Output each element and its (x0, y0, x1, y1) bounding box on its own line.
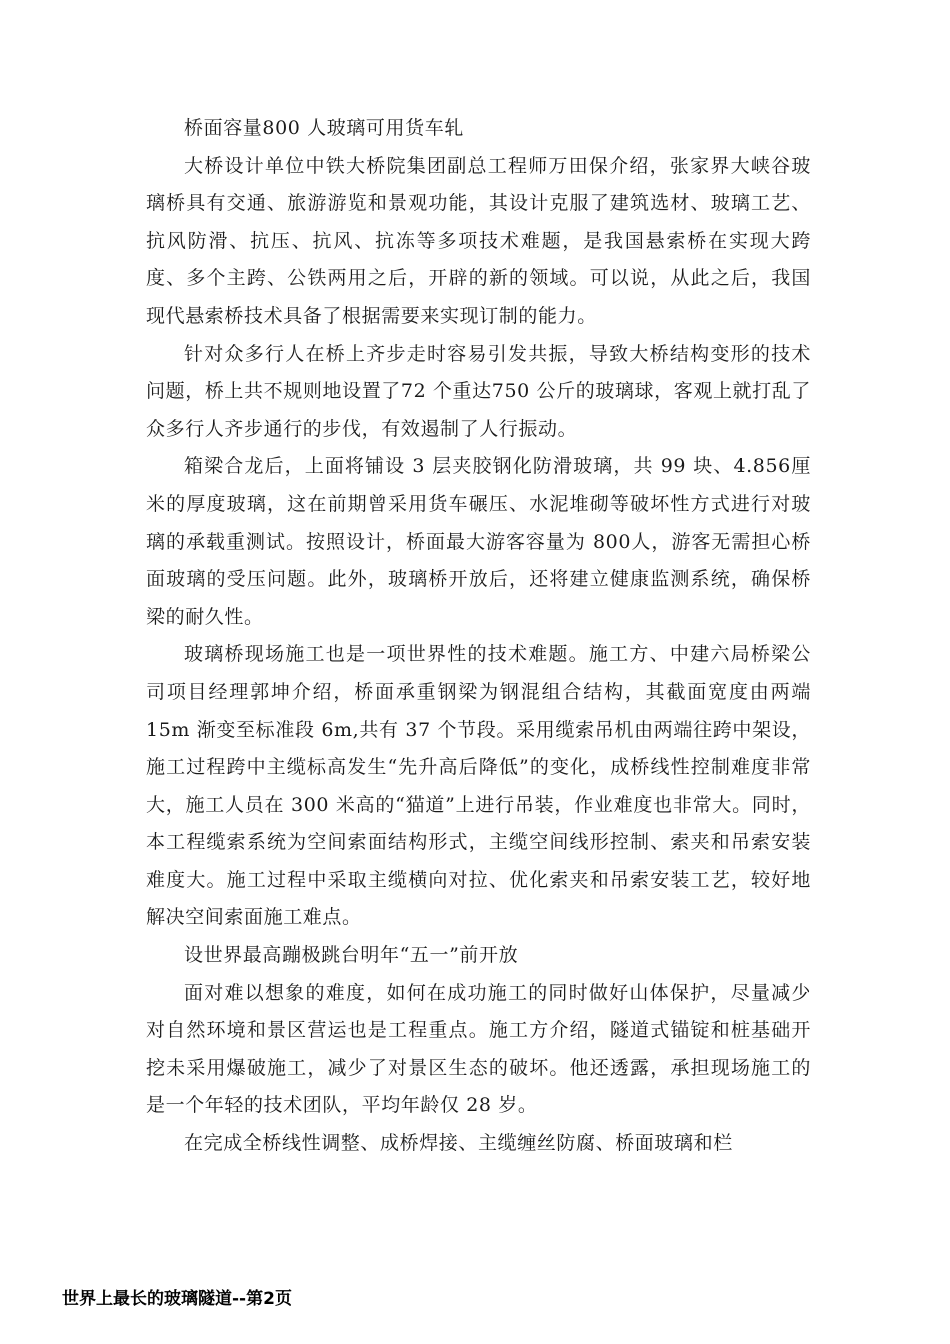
paragraph-5: 面对难以想象的难度，如何在成功施工的同时做好山体保护，尽量减少对自然环境和景区营运也是工程重点。施工方介绍，隧道式锚锭和桩基础开挖未采用爆破施工，减少了对景区生态的破坏。他还透露，承担现场施工的是一个年轻的技术团队，平均年龄仅 28 岁。 (146, 981, 811, 1117)
paragraph-2: 针对众多行人在桥上齐步走时容易引发共振，导致大桥结构变形的技术问题，桥上共不规则地设置了72 个重达750 公斤的玻璃球，客观上就打乱了众多行人齐步通行的步伐，有效遏制了人行振动。 (146, 342, 811, 440)
section-heading-2: 设世界最高蹦极跳台明年“五一”前开放 (184, 944, 519, 967)
paragraph-4: 玻璃桥现场施工也是一项世界性的技术难题。施工方、中建六局桥梁公司项目经理郭坤介绍，桥面承重钢梁为钢混组合结构，其截面宽度由两端 15m 渐变至标准段 6m,共有 37 个节段。采用缆索吊机由两端往跨中架设，施工过程跨中主缆标高发生“先升高后降低”的变化，成桥线性控制难度非常大，施工人员在 300 米高的“猫道”上进行吊装，作业难度也非常大。同时，本工程缆索系统为空间索面结构形式，主缆空间线形控制、索夹和吊索安装难度大。施工过程中采取主缆横向对拉、优化索夹和吊索安装工艺，较好地解决空间索面施工难点。 (146, 643, 811, 929)
section-heading-1: 桥面容量800 人玻璃可用货车轧 (184, 117, 464, 139)
page-footer: 世界上最长的玻璃隧道--第2页 (62, 1289, 292, 1309)
paragraph-1: 大桥设计单位中铁大桥院集团副总工程师万田保介绍，张家界大峡谷玻璃桥具有交通、旅游游览和景观功能，其设计克服了建筑选材、玻璃工艺、抗风防滑、抗压、抗风、抗冻等多项技术难题，是我国悬索桥在实现大跨度、多个主跨、公铁两用之后，开辟的新的领域。可以说，从此之后，我国现代悬索桥技术具备了根据需要来实现订制的能力。 (146, 154, 811, 327)
paragraph-6: 在完成全桥线性调整、成桥焊接、主缆缠丝防腐、桥面玻璃和栏 (184, 1132, 733, 1155)
document-body (146, 110, 811, 1163)
paragraph-3: 箱梁合龙后，上面将铺设 3 层夹胶钢化防滑玻璃，共 99 块、4.856厘米的厚度玻璃，这在前期曾采用货车碾压、水泥堆砌等破坏性方式进行对玻璃的承载重测试。按照设计，桥面最大游客容量为 800人，游客无需担心桥面玻璃的受压问题。此外，玻璃桥开放后，还将建立健康监测系统，确保桥梁的耐久性。 (146, 455, 811, 628)
